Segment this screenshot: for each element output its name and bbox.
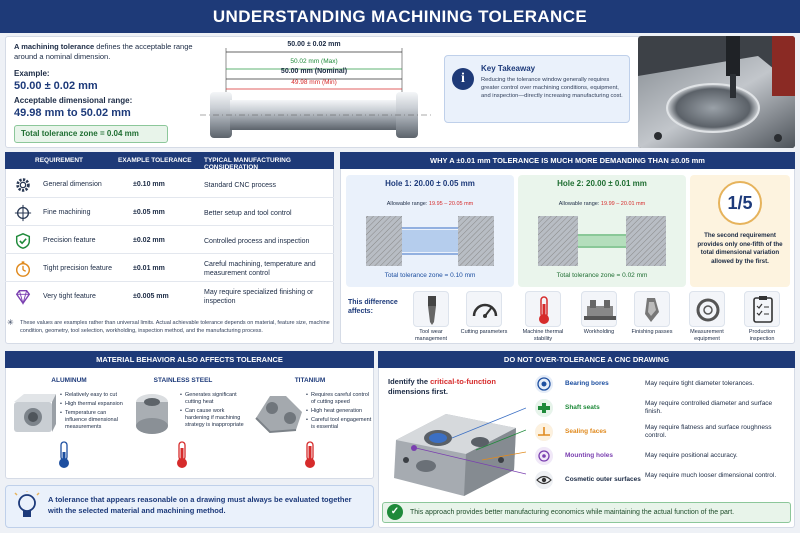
- thermometer-icon: [526, 292, 562, 328]
- affect-thermal: [525, 291, 561, 327]
- cnc-housing-part-image: [386, 400, 526, 498]
- caliper-icon: [690, 292, 726, 328]
- tolerance-zone-badge: Total tolerance zone = 0.04 mm: [14, 125, 168, 143]
- hole2-range-label: Allowable range:: [558, 201, 600, 207]
- feature-desc: May require controlled diameter and surface finish.: [645, 400, 773, 415]
- req-consideration: May require specialized finishing or inspection: [204, 289, 314, 305]
- material-point: • High thermal expansion: [60, 401, 124, 408]
- feature-desc: May require tight diameter tolerances.: [645, 380, 755, 387]
- aluminum-part-image: [8, 390, 58, 440]
- crosshair-icon: [14, 204, 32, 222]
- bearing-icon: [535, 375, 553, 393]
- table-row: [5, 171, 334, 198]
- one-fifth-text: The second requirement provides only one-fifth of the total dimensional variation allowed by the first.: [697, 232, 783, 265]
- shaft-icon: [535, 399, 553, 417]
- req-tolerance: ±0.05 mm: [133, 209, 165, 216]
- dim-nominal-label: 50.00 mm (Nominal): [280, 68, 348, 75]
- feature-name: Cosmetic outer surfaces: [565, 476, 641, 483]
- th-requirement: REQUIREMENT: [35, 157, 84, 164]
- intro-text: [14, 42, 204, 118]
- thermometer-hot-icon: [302, 440, 318, 470]
- range-value: 49.98 mm to 50.02 mm: [14, 107, 131, 119]
- thermometer-hot-icon: [174, 440, 190, 470]
- aluminum-list: [60, 392, 124, 433]
- titanium-list: [306, 392, 372, 433]
- affect-label: Finishing passes: [631, 329, 673, 335]
- req-name: General dimension: [43, 181, 102, 188]
- req-consideration: Controlled process and inspection: [204, 238, 310, 245]
- asterisk-icon: ✳: [7, 318, 14, 327]
- check-icon: ✓: [387, 504, 403, 520]
- affect-finishing: [634, 291, 670, 327]
- diamond-icon: [14, 288, 32, 306]
- feature-name: Sealing faces: [565, 428, 607, 435]
- target-icon: [535, 447, 553, 465]
- feature-desc: May require positional accuracy.: [645, 452, 738, 459]
- hole2-zone: Total tolerance zone = 0.02 mm: [556, 272, 648, 279]
- page-title: UNDERSTANDING MACHINING TOLERANCE: [0, 0, 800, 33]
- one-fifth-badge: 1/5: [718, 181, 762, 225]
- th-consideration: TYPICAL MANUFACTURING CONSIDERATION: [204, 157, 291, 171]
- titanium-part-image: [250, 388, 308, 440]
- definition-bold: A machining tolerance: [14, 42, 95, 51]
- vise-icon: [582, 292, 618, 328]
- dim-top-label: 50.00 ± 0.02 mm: [287, 41, 341, 48]
- affect-tool-wear: [413, 291, 449, 327]
- cnc-milling-photo: [638, 36, 795, 148]
- info-icon: i: [452, 68, 474, 90]
- economics-text: This approach provides better manufacturing economics while maintaining the actual function of the part.: [410, 509, 735, 516]
- material-point: • Temperature can influence dimensional measurements: [60, 410, 124, 431]
- critical-feature-row: [531, 445, 790, 467]
- table-note: These values are examples rather than universal limits. Actual achievable tolerance depends on material, feature size, machine condition, geometry, tool selection, workholding, inspection method, and the manufacturing process.: [20, 320, 330, 334]
- material-name: STAINLESS STEEL: [153, 377, 213, 384]
- material-point: • Relatively easy to cut: [60, 392, 124, 399]
- table-row: [5, 283, 334, 310]
- shaft-diagram: [196, 36, 440, 148]
- req-tolerance: ±0.10 mm: [133, 181, 165, 188]
- req-name: Fine machining: [43, 209, 91, 216]
- hole1-zone: Total tolerance zone = 0.10 mm: [384, 272, 476, 279]
- material-callout-text: A tolerance that appears reasonable on a drawing must always be evaluated together with the selected material and machining method.: [48, 495, 352, 515]
- stainless-part-image: [126, 388, 178, 440]
- key-takeaway-title: Key Takeaway: [481, 64, 536, 73]
- definition-rest: defines the acceptable range around a nominal dimension.: [14, 42, 193, 61]
- hole1-range: [346, 201, 514, 207]
- feature-name: Bearing bores: [565, 380, 609, 387]
- example-value: 50.00 ± 0.02 mm: [14, 80, 98, 92]
- affect-label: Cutting parameters: [460, 329, 508, 335]
- req-tolerance: ±0.02 mm: [133, 237, 165, 244]
- req-tolerance: ±0.005 mm: [133, 293, 169, 300]
- affect-inspection: [744, 291, 780, 327]
- stainless-list: [180, 392, 244, 431]
- affect-label: Measurement equipment: [690, 329, 724, 342]
- req-tolerance: ±0.01 mm: [133, 265, 165, 272]
- critical-feature-row: [531, 373, 790, 395]
- critical-feature-row: [531, 469, 790, 491]
- req-consideration: Standard CNC process: [204, 182, 276, 189]
- material-point: • Careful tool engagement is essential: [306, 417, 372, 431]
- identify-pre: Identify the: [388, 377, 431, 386]
- why-header: WHY A ±0.01 mm TOLERANCE IS MUCH MORE DEMANDING THAN ±0.05 mm: [340, 152, 795, 169]
- material-point: • Can cause work hardening if machining strategy is inappropriate: [180, 408, 244, 429]
- drill-icon: [414, 292, 450, 328]
- face-icon: [535, 423, 553, 441]
- feature-name: Mounting holes: [565, 452, 614, 459]
- dim-min-label: 49.98 mm (Min): [291, 79, 337, 86]
- req-name: Tight precision feature: [43, 265, 112, 272]
- affect-label: Machine thermal stability: [522, 329, 564, 342]
- affects-label: This difference affects:: [348, 299, 398, 315]
- affect-workholding: [581, 291, 617, 327]
- req-consideration: Better setup and tool control: [204, 210, 292, 217]
- hole1-range-label: Allowable range:: [386, 201, 428, 207]
- th-example-tolerance: EXAMPLE TOLERANCE: [118, 157, 192, 164]
- feature-desc: May require much looser dimensional control.: [645, 472, 777, 479]
- affect-label: Production inspection: [748, 329, 776, 342]
- affect-measurement: [689, 291, 725, 327]
- hole2-range: [518, 201, 686, 207]
- dim-max-label: 50.02 mm (Max): [290, 58, 338, 65]
- range-label: Acceptable dimensional range:: [14, 96, 133, 105]
- feature-name: Shaft seats: [565, 404, 600, 411]
- feature-desc: May require flatness and surface roughness control.: [645, 424, 772, 439]
- eye-icon: [535, 471, 553, 489]
- table-header: [5, 152, 334, 169]
- identify-critical: critical-to-function: [430, 377, 496, 386]
- material-point: • Generates significant cutting heat: [180, 392, 244, 406]
- materials-header: MATERIAL BEHAVIOR ALSO AFFECTS TOLERANCE: [5, 351, 374, 368]
- gauge-icon: [467, 292, 503, 328]
- req-name: Precision feature: [43, 237, 96, 244]
- affect-label: Tool wear management: [414, 329, 448, 342]
- key-takeaway-text: Reducing the tolerance window generally requires greater control over machining conditions, equipment, and inspection—directly increasing manufacturing cost.: [481, 77, 623, 99]
- thermometer-cool-icon: [56, 440, 72, 470]
- overtolerance-header: DO NOT OVER-TOLERANCE A CNC DRAWING: [378, 351, 795, 368]
- hole2-range-value: 19.99 – 20.01 mm: [600, 201, 646, 207]
- stopwatch-icon: [14, 260, 32, 278]
- critical-feature-row: [531, 421, 790, 443]
- shield-check-icon: [14, 232, 32, 250]
- affect-cutting: [466, 291, 502, 327]
- critical-feature-row: [531, 397, 790, 419]
- clipboard-icon: [745, 292, 781, 328]
- hole2-diagram: [538, 212, 666, 268]
- lightbulb-icon: [14, 491, 40, 521]
- table-row: [5, 199, 334, 226]
- req-consideration: Careful machining, temperature and measurement control: [204, 261, 316, 277]
- example-label: Example:: [14, 69, 50, 78]
- hole1-diagram: [366, 212, 494, 268]
- table-row: [5, 255, 334, 282]
- tool-icon: [635, 292, 671, 328]
- req-name: Very tight feature: [43, 293, 96, 300]
- material-point: • Requires careful control of cutting speed: [306, 392, 372, 406]
- material-name: ALUMINUM: [51, 377, 87, 384]
- identify-text: [388, 377, 538, 397]
- gear-icon: [14, 176, 32, 194]
- hole2-title: Hole 2: 20.00 ± 0.01 mm: [557, 179, 647, 188]
- affect-label: Workholding: [583, 329, 615, 335]
- material-name: TITANIUM: [294, 377, 326, 384]
- hole1-title: Hole 1: 20.00 ± 0.05 mm: [385, 179, 475, 188]
- table-row: [5, 227, 334, 254]
- identify-post: dimensions first.: [388, 387, 449, 396]
- material-point: • High heat generation: [306, 408, 372, 415]
- hole1-range-value: 19.95 – 20.05 mm: [428, 201, 474, 207]
